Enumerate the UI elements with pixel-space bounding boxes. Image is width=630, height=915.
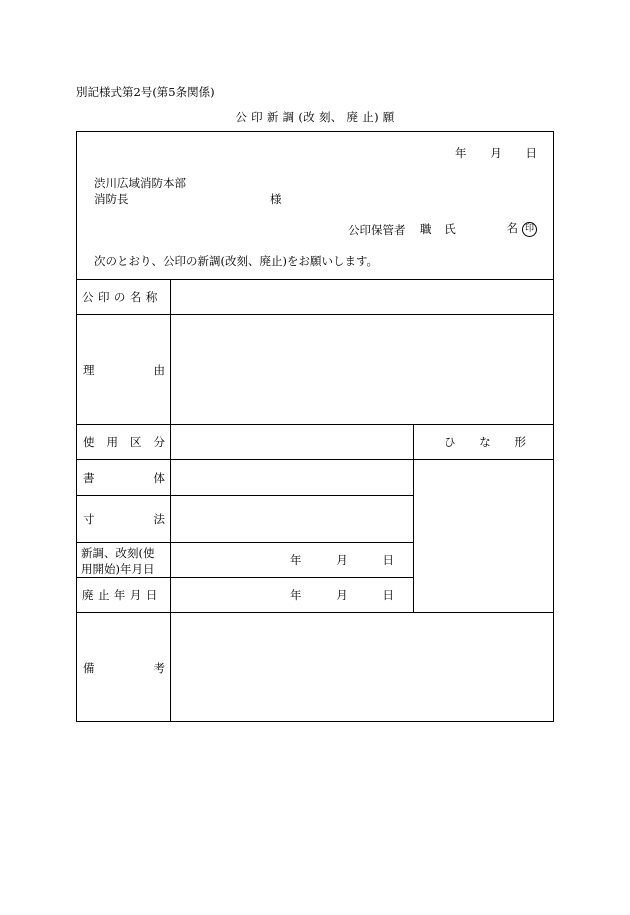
month-char: 月 bbox=[490, 146, 502, 160]
row-divider bbox=[76, 495, 414, 496]
recipient-org: 渋川広域消防本部 bbox=[94, 176, 186, 190]
form-title: 公 印 新 調 (改 刻、 廃 止) 願 bbox=[235, 110, 395, 124]
usage-category-label: 使 用 区 分 bbox=[83, 434, 165, 449]
form-number: 別記様式第2号(第5条関係) bbox=[76, 85, 215, 99]
name-char-1: 氏 bbox=[444, 221, 456, 236]
reason-label: 理 由 bbox=[83, 362, 165, 377]
row-divider bbox=[76, 279, 554, 280]
row-divider bbox=[76, 314, 554, 315]
abolish-date-label: 廃 止 年 月 日 bbox=[82, 587, 158, 602]
form-frame bbox=[76, 131, 554, 722]
seal-name-label: 公 印 の 名 称 bbox=[82, 289, 158, 304]
seal-stamp-icon: 印 bbox=[522, 222, 537, 237]
recipient-honorific: 様 bbox=[270, 192, 282, 206]
position-char: 職 bbox=[420, 221, 432, 236]
label-column-divider bbox=[170, 279, 171, 722]
recipient-title: 消防長 bbox=[94, 192, 129, 206]
size-label: 寸 法 bbox=[83, 511, 165, 526]
row-divider bbox=[76, 459, 554, 460]
model-label: ひ な 形 bbox=[444, 434, 526, 449]
row-divider bbox=[76, 612, 554, 613]
row-divider bbox=[76, 542, 414, 543]
custodian-label: 公印保管者 bbox=[348, 223, 406, 237]
day-char: 日 bbox=[525, 146, 537, 160]
position-name bbox=[420, 221, 537, 236]
new-date-label-line1: 新調、改刻(使 bbox=[81, 546, 155, 560]
application-date bbox=[455, 146, 537, 160]
new-date-value: 年 月 日 bbox=[290, 552, 394, 567]
remarks-label: 備 考 bbox=[83, 660, 165, 675]
row-divider bbox=[76, 424, 554, 425]
name-char-2: 名 印 bbox=[507, 220, 538, 237]
new-date-label-line2: 用開始)年月日 bbox=[81, 562, 155, 576]
row-divider bbox=[76, 577, 414, 578]
abolish-date-value: 年 月 日 bbox=[290, 587, 394, 602]
year-char: 年 bbox=[455, 146, 467, 160]
request-text: 次のとおり、公印の新調(改刻、廃止)をお願いします。 bbox=[94, 254, 379, 268]
model-column-divider bbox=[413, 424, 414, 612]
typeface-label: 書 体 bbox=[83, 470, 165, 485]
